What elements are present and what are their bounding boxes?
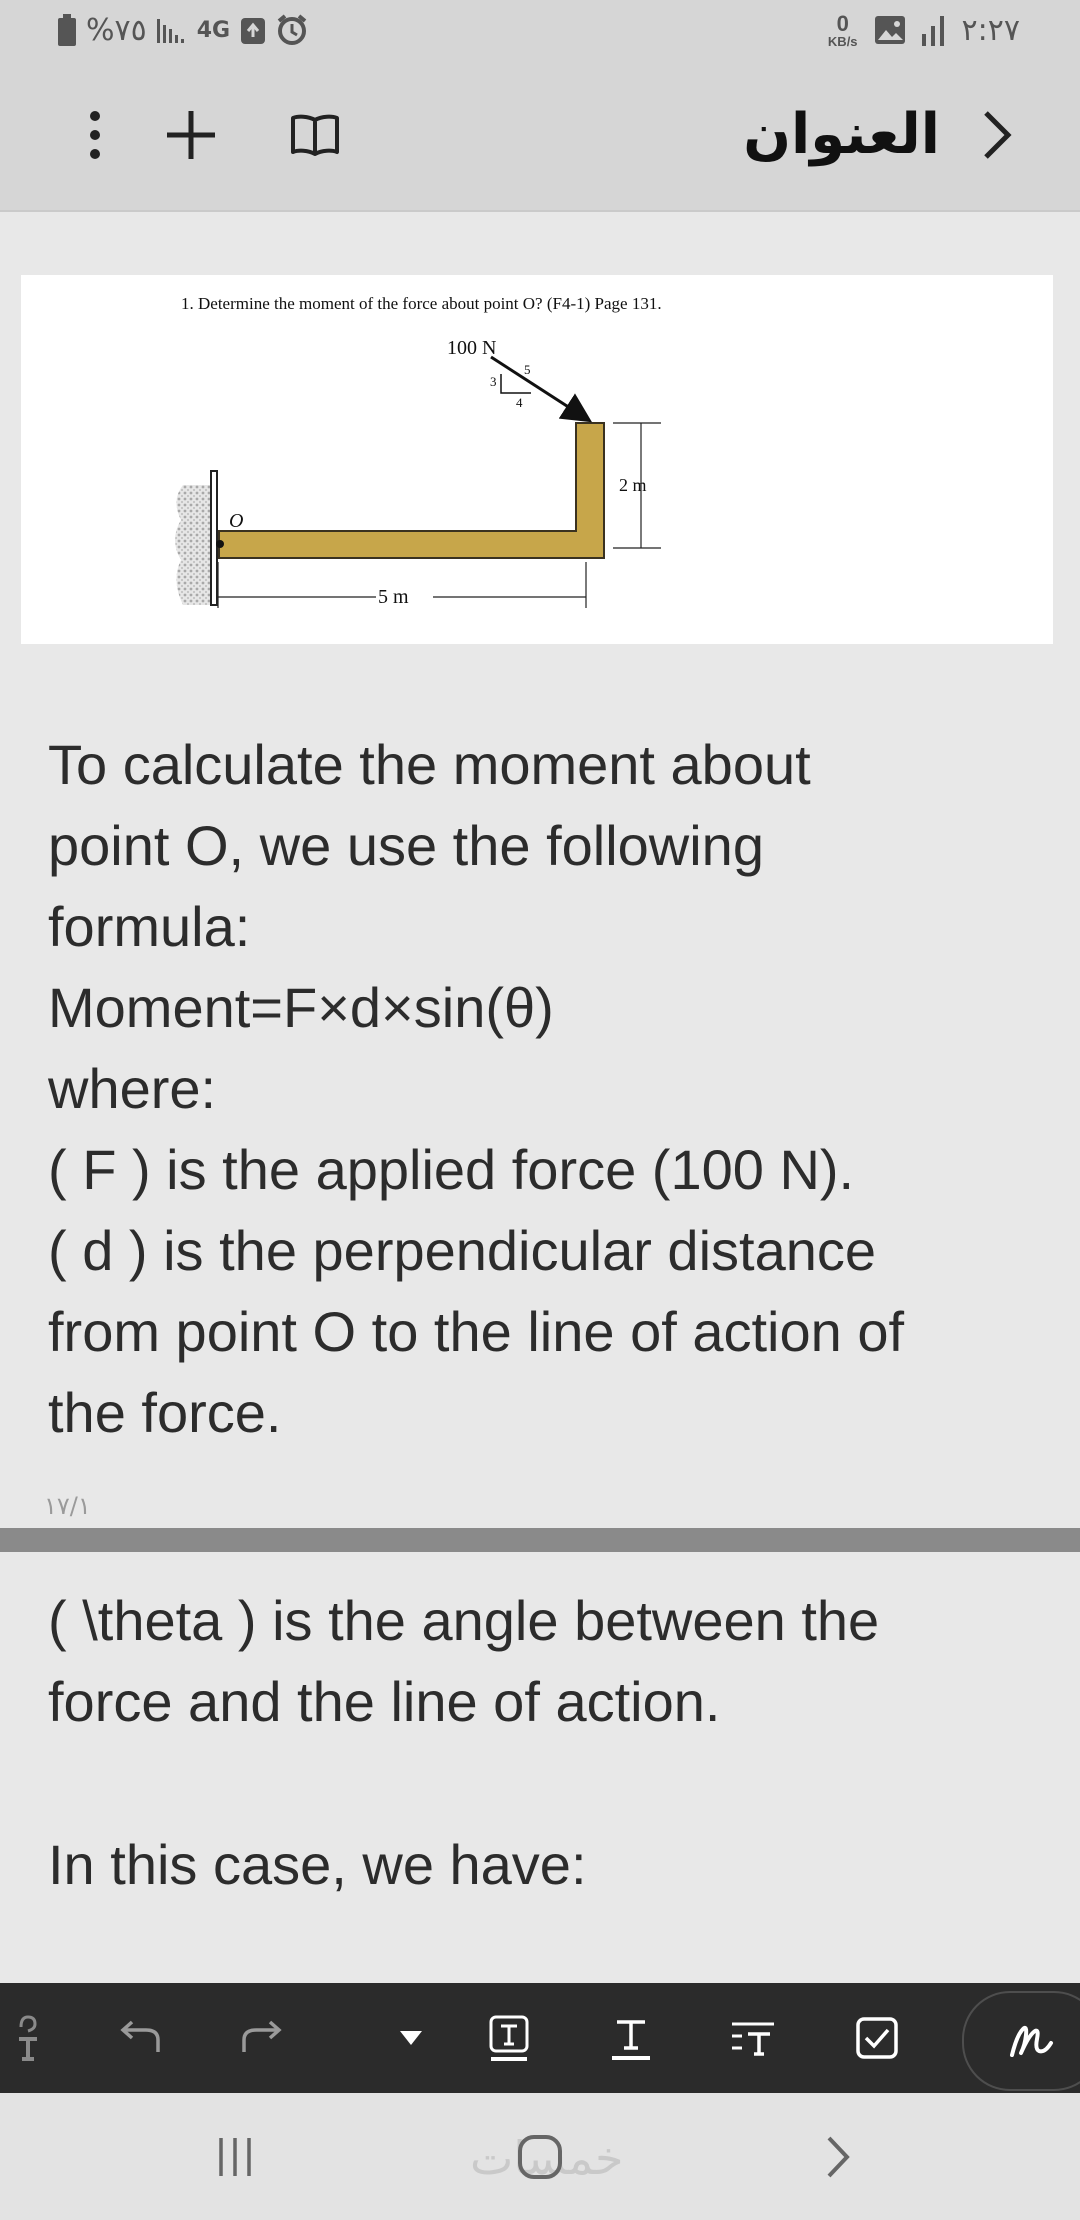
- text-line: where:: [48, 1057, 217, 1120]
- status-bar: [0, 0, 1080, 60]
- undo-icon: [118, 2020, 162, 2056]
- text-box-icon: [488, 2014, 530, 2062]
- text-line: ( F ) is the applied force (100 N).: [48, 1138, 855, 1201]
- recent-apps-button[interactable]: [200, 2093, 270, 2220]
- signal-icon: [157, 15, 187, 45]
- text-style-icon: [13, 2013, 43, 2063]
- force-label: 100 N: [447, 337, 497, 359]
- text-line: point O, we use the following: [48, 814, 764, 877]
- pen-mode-button[interactable]: [962, 1991, 1080, 2091]
- pen-icon: [1009, 2023, 1055, 2059]
- net-speed-unit: KB/s: [827, 33, 858, 49]
- chevron-right-icon: [982, 109, 1012, 161]
- watermark: خمسات: [470, 2131, 624, 2185]
- text-line: ( d ) is the perpendicular distance: [48, 1219, 876, 1282]
- text-align-icon: [730, 2018, 776, 2058]
- toolbar-dropdown[interactable]: [396, 1983, 426, 2093]
- case-paragraph: [48, 1824, 1038, 1905]
- text-underline-button[interactable]: [608, 1983, 654, 2093]
- point-o-label: O: [229, 510, 244, 532]
- text-line: force and the line of action.: [48, 1670, 721, 1733]
- point-o-dot: [216, 540, 224, 548]
- plus-icon: [165, 109, 217, 161]
- problem-caption: 1. Determine the moment of the force about point O? (F4-1) Page 131.: [181, 294, 662, 313]
- wall-support: [175, 485, 211, 605]
- recycle-icon: [240, 15, 266, 45]
- back-button[interactable]: [962, 100, 1032, 170]
- home-icon: [515, 2134, 565, 2180]
- theta-paragraph: [48, 1580, 1038, 1742]
- slope-4-label: 4: [516, 395, 523, 410]
- redo-button[interactable]: [232, 1983, 292, 2093]
- status-left-group: [58, 10, 308, 50]
- text-box-button[interactable]: [486, 1983, 532, 2093]
- home-button[interactable]: [500, 2093, 580, 2220]
- more-options-button[interactable]: [60, 100, 130, 170]
- gallery-icon: [874, 15, 906, 45]
- net-speed-value: 0: [836, 10, 849, 36]
- page-separator: [0, 1528, 1080, 1552]
- height-label: 2 m: [619, 475, 647, 495]
- checkbox-icon: [855, 2016, 899, 2060]
- redo-icon: [240, 2020, 284, 2056]
- explanation-paragraph: [48, 724, 1038, 1453]
- text-line: ( \theta ) is the angle between the: [48, 1589, 880, 1652]
- wall-plate: [211, 471, 217, 605]
- reader-mode-button[interactable]: [280, 100, 350, 170]
- network-4g-icon: 4G: [196, 17, 231, 43]
- text-line: In this case, we have:: [48, 1833, 587, 1896]
- problem-figure: [21, 275, 1053, 644]
- l-beam: [219, 423, 604, 558]
- text-style-button[interactable]: [8, 1983, 48, 2093]
- checkbox-button[interactable]: [854, 1983, 900, 2093]
- text-underline-icon: [610, 2014, 652, 2062]
- page-number: ١٧/١: [44, 1492, 91, 1520]
- more-vertical-icon: [88, 110, 102, 160]
- dropdown-arrow-icon: [400, 2031, 422, 2045]
- data-speed-icon: [827, 10, 858, 49]
- alarm-icon: [276, 14, 308, 46]
- system-nav-bar: [0, 2093, 1080, 2220]
- recent-apps-icon: [215, 2138, 255, 2176]
- status-right-group: [828, 10, 1020, 50]
- text-line: formula:: [48, 895, 251, 958]
- length-label: 5 m: [378, 586, 409, 608]
- text-line: from point O to the line of action of: [48, 1300, 905, 1363]
- slope-3-label: 3: [490, 374, 497, 389]
- clock: ٢:٢٧: [961, 12, 1020, 48]
- book-open-icon: [290, 114, 340, 156]
- editor-toolbar: [0, 1983, 1080, 2093]
- app-bar: [0, 60, 1080, 212]
- signal-bars-icon: [922, 14, 946, 46]
- undo-button[interactable]: [110, 1983, 170, 2093]
- text-line: the force.: [48, 1381, 282, 1444]
- text-line: To calculate the moment about: [48, 733, 811, 796]
- add-button[interactable]: [156, 100, 226, 170]
- text-align-button[interactable]: [730, 1983, 776, 2093]
- force-arrow: [491, 357, 587, 419]
- battery-icon: [58, 14, 76, 46]
- nav-back-button[interactable]: [808, 2093, 868, 2220]
- page-title: العنوان: [743, 102, 940, 167]
- battery-percent: %٧٥: [86, 12, 147, 48]
- beam-diagram: [21, 275, 1053, 644]
- formula-line: Moment=F×d×sin(θ): [48, 976, 554, 1039]
- slope-5-label: 5: [524, 362, 531, 377]
- back-icon: [825, 2135, 851, 2179]
